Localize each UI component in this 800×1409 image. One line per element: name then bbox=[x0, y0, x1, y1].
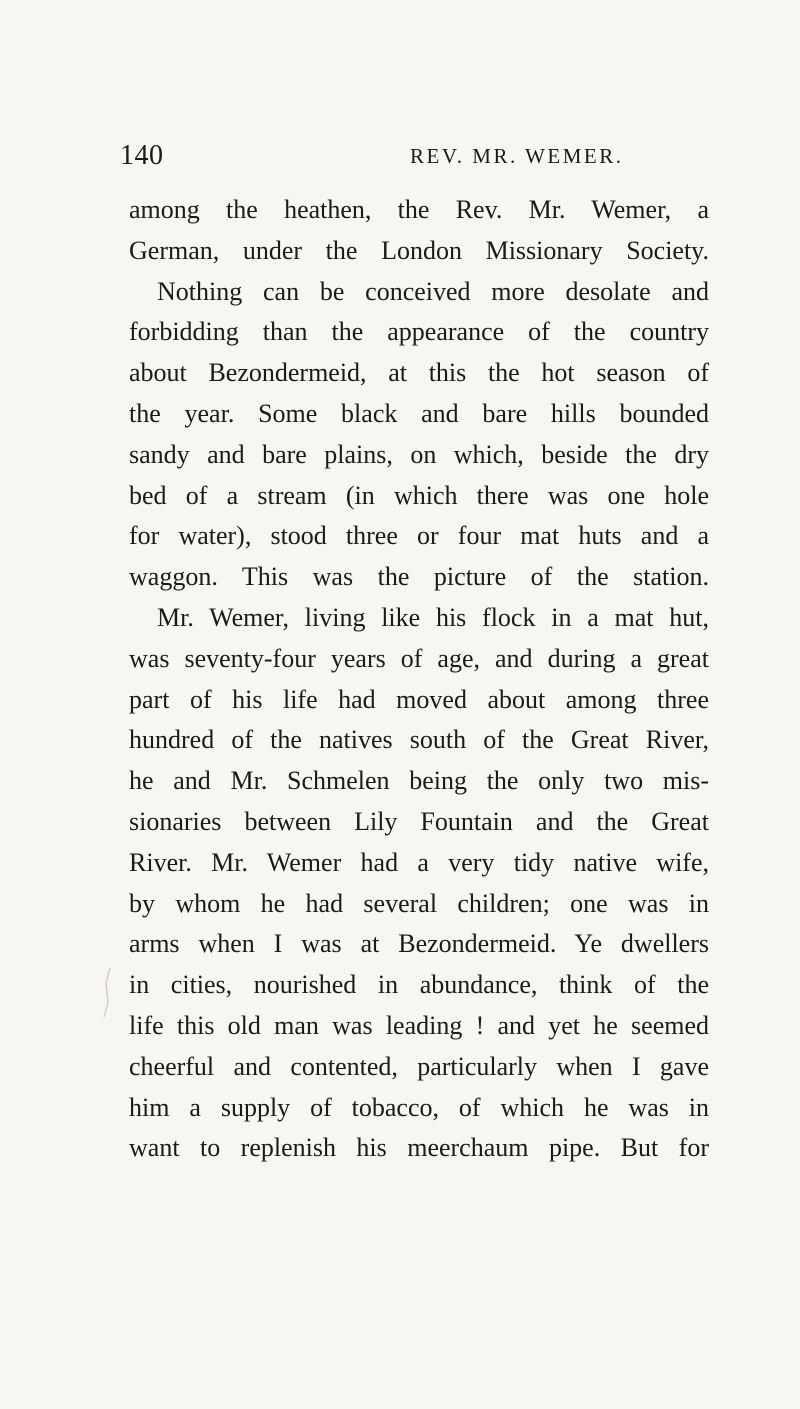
text-line: for water), stood three or four mat huts and a bbox=[129, 521, 709, 551]
text-line: want to replenish his meerchaum pipe. But for bbox=[129, 1133, 709, 1163]
text-line: among the heathen, the Rev. Mr. Wemer, a bbox=[129, 195, 709, 224]
text-line: sandy and bare plains, on which, beside the dry bbox=[129, 439, 709, 469]
text-line: hundred of the natives south of the Great River, bbox=[129, 725, 709, 755]
text-line: part of his life had moved about among three bbox=[129, 684, 709, 714]
text-line: waggon. This was the picture of the station. bbox=[129, 562, 709, 592]
text-line: life this old man was leading ! and yet he seemed bbox=[129, 1010, 709, 1040]
text-line: sionaries between Lily Fountain and the Great bbox=[129, 806, 709, 836]
text-line: about Bezondermeid, at this the hot season of bbox=[129, 358, 709, 388]
text-line: Mr. Wemer, living like his flock in a mat hut, bbox=[157, 602, 709, 632]
text-line: in cities, nourished in abundance, think of the bbox=[129, 970, 709, 1000]
text-line: the year. Some black and bare hills bounded bbox=[129, 398, 709, 428]
page-number: 140 bbox=[120, 140, 164, 171]
text-line: bed of a stream (in which there was one hole bbox=[129, 480, 709, 510]
text-line: German, under the London Missionary Society. bbox=[129, 235, 709, 265]
text-line: arms when I was at Bezondermeid. Ye dwellers bbox=[129, 929, 709, 959]
text-line: Nothing can be conceived more desolate and bbox=[157, 276, 709, 306]
text-line: cheerful and contented, particularly when I gave bbox=[129, 1051, 709, 1081]
text-line: by whom he had several children; one was in bbox=[129, 888, 709, 918]
text-line: forbidding than the appearance of the country bbox=[129, 317, 709, 347]
page-header bbox=[120, 140, 740, 180]
text-line: River. Mr. Wemer had a very tidy native wife, bbox=[129, 847, 709, 877]
text-line: was seventy-four years of age, and during a great bbox=[129, 643, 709, 673]
running-title: REV. MR. WEMER. bbox=[410, 144, 624, 168]
body-text bbox=[129, 190, 709, 1169]
text-line: him a supply of tobacco, of which he was in bbox=[129, 1092, 709, 1122]
text-line: he and Mr. Schmelen being the only two mis- bbox=[129, 766, 709, 796]
margin-pencil-mark bbox=[98, 965, 118, 1025]
